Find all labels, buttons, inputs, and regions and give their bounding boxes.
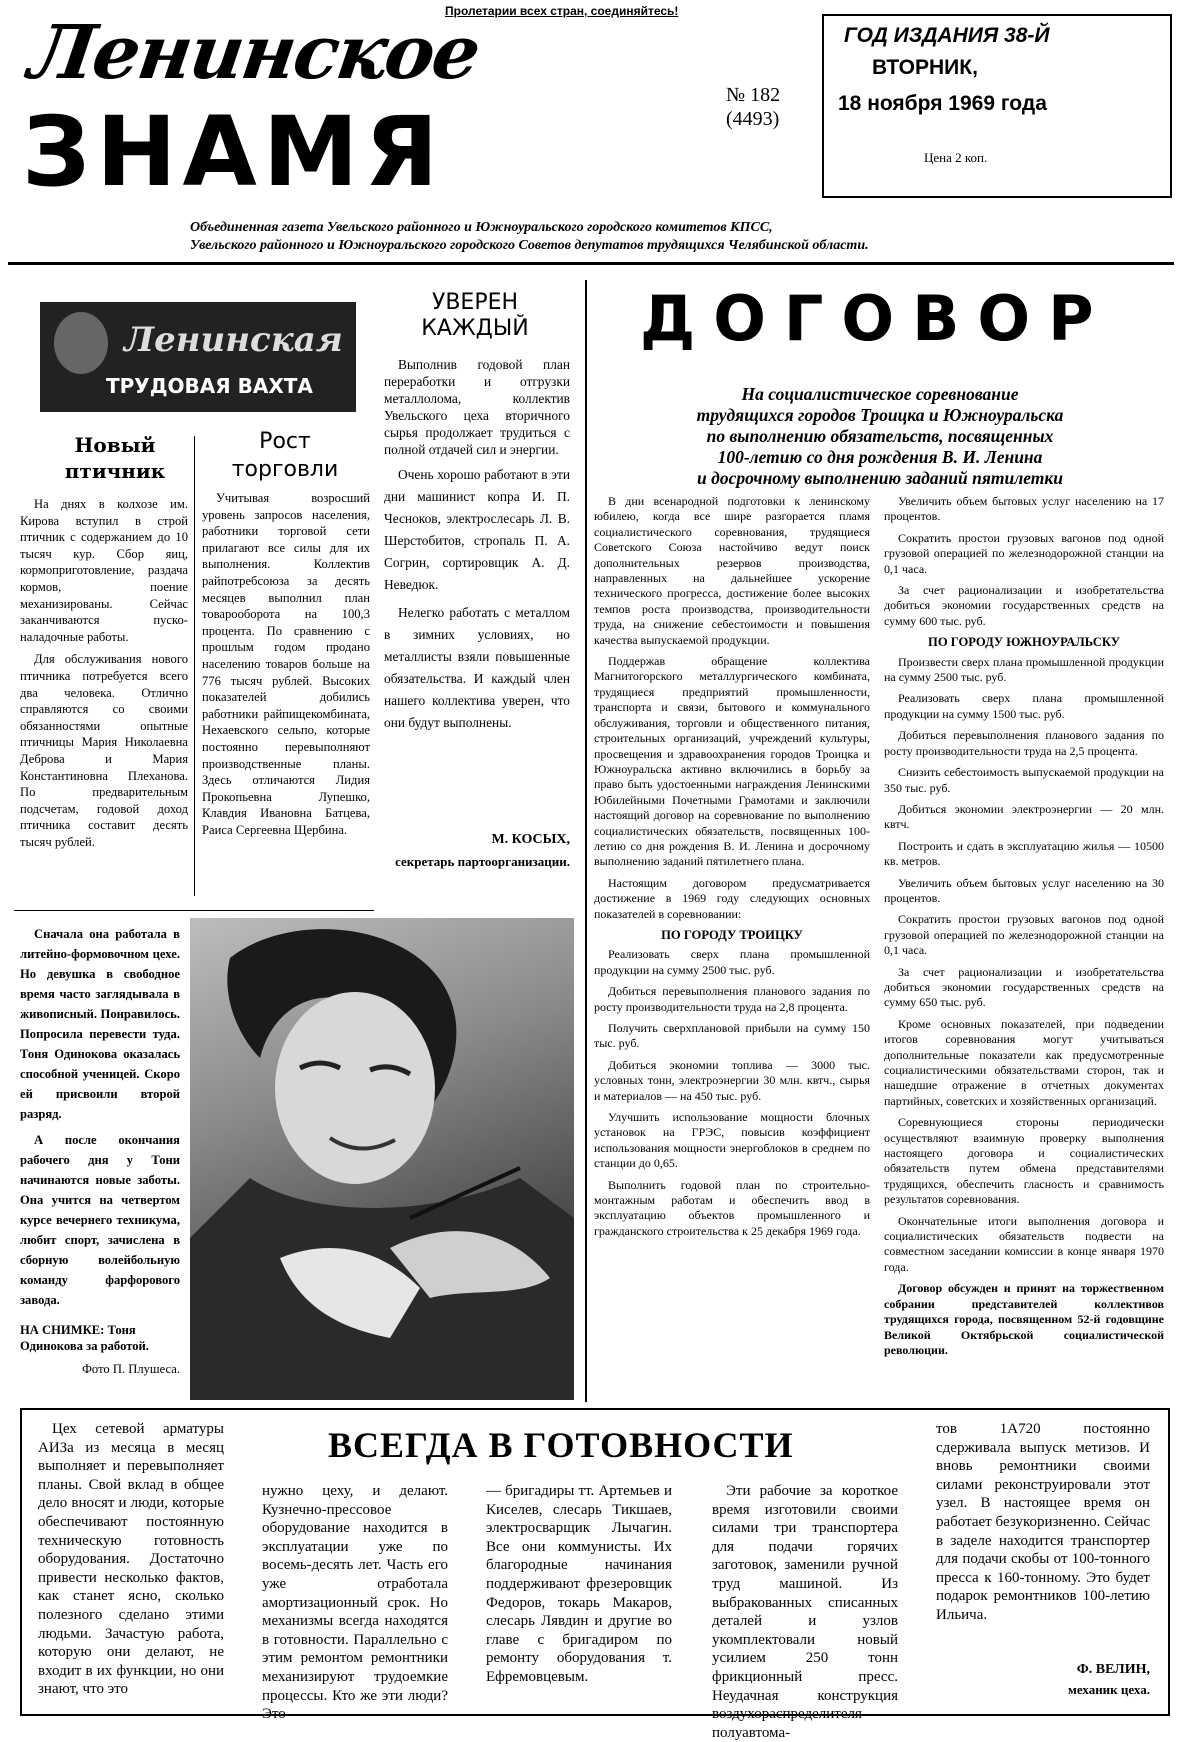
newspaper-title-line2: ЗНАМЯ — [22, 96, 445, 208]
torgovlya-title-line2: торговли — [231, 457, 339, 482]
vsegda-column-4: Эти рабочие за короткое время изготовили своими силами три транспортера для подачи горячих заготовок, заменили ручной труд машиной. Из выбракованных списанных деталей и узлов укомплектовали новый усилием 250 тонн фрикционный пресс. Неудачная конструкция воздухораспределителя полуавтома- — [712, 1483, 898, 1741]
uveren-title-line1: УВЕРЕН — [431, 290, 519, 315]
dogovor-column-2 — [884, 494, 1164, 1400]
dogovor-item: Реализовать сверх плана промышленной продукции на сумму 1500 тыс. руб. — [884, 691, 1164, 721]
photo-woman-illustration — [190, 918, 574, 1400]
dogovor-item: Сократить простои грузовых вагонов под одной грузовой операцией по железнодорожной станции на 0,1 часа. — [884, 912, 1164, 958]
masthead-rule — [8, 262, 1174, 265]
dogovor-item: За счет рационализации и изобретательства добиться экономии государственных средств на сумму 600 тыс. руб. — [884, 583, 1164, 628]
photo-woman-at-work — [190, 918, 574, 1400]
photo-story-text — [20, 924, 180, 1320]
dogovor-item: Реализовать сверх плана промышленной продукции на сумму 2500 тыс. руб. — [594, 947, 870, 977]
uveren-signature: М. КОСЫХ, — [491, 832, 570, 847]
price: Цена 2 коп. — [924, 150, 988, 165]
rubric-line1: Ленинская — [124, 320, 343, 360]
slogan: Пролетарии всех стран, соединяйтесь! — [445, 4, 679, 18]
dogovor-item: Построить и сдать в эксплуатацию жилья — 10500 кв. метров. — [884, 838, 1164, 869]
dogovor-item: За счет рационализации и изобретательства добиться экономии государственных средств на сумму 650 тыс. руб. — [884, 964, 1164, 1010]
vsegda-column-3: — бригадиры тт. Артемьев и Киселев, слесарь Тикшаев, электросварщик Лычагин. Все они коммунисты. Их благородные начинания поддерживают фрезеровщик Федоров, токарь Макаров, слесарь Лявдин и другие во главе с бригадиром по ремонту оборудования т. Ефремовцевым. — [486, 1483, 672, 1685]
torgovlya-body — [202, 490, 370, 900]
vsegda-column-2: нужно цеху, и делают. Кузнечно-прессовое оборудование находится в эксплуатации уже по восемь-десять лет. Часть его уже отработала амортизационный срок. Но механизмы всегда находятся в готовности. Параллельно с этим ремонтом ремонтники механизируют трудоемкие процессы. Кто же эти люди? Это — [262, 1483, 448, 1723]
uveren-body — [384, 356, 570, 826]
issue-number: № 182 — [726, 84, 781, 106]
dogovor-item: Выполнить годовой план по строительно-монтажным работам и обеспечить ввод в эксплуатацию объектов промышленного и гражданского строительства к 25 декабря 1969 года. — [594, 1177, 870, 1238]
photo-caption: НА СНИМКЕ: Тоня Одинокова за работой. — [20, 1323, 149, 1353]
dogovor-subtitle-line: и досрочному выполнению заданий пятилетки — [697, 468, 1063, 488]
issue-date: 18 ноября 1969 года — [838, 92, 1047, 115]
dogovor-item: Добиться перевыполнения планового задания по росту производительности труда на 2,8 процента. — [594, 984, 870, 1014]
dogovor-subtitle — [600, 384, 1160, 489]
dogovor-item: Добиться экономии топлива — 3000 тыс. условных тонн, электроэнергии 30 млн. квтч., сырья и материалов — на 450 тыс. руб. — [594, 1057, 870, 1103]
dogovor-subtitle-line: трудящихся городов Троицка и Южноуральска — [696, 405, 1064, 425]
uveren-title-line2: КАЖДЫЙ — [421, 316, 529, 341]
dogovor-paragraph: Поддержав обращение коллектива Магнитогорского металлургического комбината, трудящиеся предприятий промышленности, транспорта и связи, бытового и коммунального обслуживания, торговли и общественного питания, строительных организаций, учреждений культуры, просвещения и здравоохранения городов Троицка и Южноуральска активно включились в борьбу за право быть удостоенными награждения Ленинскими Юбилейными Почетными Грамотами и заключили настоящий договор на соревнование по выполнению социалистических обязательств, посвященных 100-летию со дня рождения В. И. Ленина и досрочному выполнению заданий пятилетнего плана. — [594, 654, 870, 869]
vsegda-signature: Ф. ВЕЛИН, — [1076, 1662, 1150, 1677]
column-divider — [194, 436, 195, 896]
dogovor-heading-troitsk: ПО ГОРОДУ ТРОИЦКУ — [661, 927, 803, 942]
dogovor-item: Увеличить объем бытовых услуг населению на 30 процентов. — [884, 875, 1164, 905]
issue-info-box — [822, 14, 1172, 198]
dogovor-item: Снизить себестоимость выпускаемой продукции на 350 тыс. руб. — [884, 765, 1164, 795]
section-rule — [14, 910, 374, 911]
torgovlya-paragraph: Учитывая возросший уровень запросов населения, работники торговой сети прилагают все силы для их выполнения. Коллектив райпотребсоюза за десять месяцев выполнил план товарооборота на 100,3 процента. По сравнению с прошлым годом продано населению товаров больше на 776 тысяч рублей. Высоких показателей добились работники райпищекомбината, Нехаевского сельпо, которые постоянно перевыполняют производственные планы. Здесь отличаются Лидия Прокопьевна Лупешко, Клавдия Ивановна Батцева, Раиса Сергеевна Щербина. — [202, 491, 370, 837]
dogovor-subtitle-line: по выполнению обязательств, посвященных — [706, 426, 1054, 446]
dogovor-item: Произвести сверх плана промышленной продукции на сумму 2500 тыс. руб. — [884, 654, 1164, 685]
issue-total: (4493) — [726, 108, 780, 130]
vsegda-title: ВСЕГДА В ГОТОВНОСТИ — [328, 1425, 794, 1465]
weekday: ВТОРНИК, — [872, 56, 978, 79]
rubric-line2: ТРУДОВАЯ ВАХТА — [106, 374, 313, 398]
dogovor-item: Добиться перевыполнения планового задания по росту производительности труда на 2,5 процента. — [884, 728, 1164, 758]
publisher-line-1: Объединенная газета Увельского районного и Южноуральского городского комитетов КПСС, — [190, 220, 773, 235]
dogovor-subtitle-line: 100-летию со дня рождения В. И. Ленина — [717, 447, 1043, 467]
photo-credit: Фото П. Плушеса. — [81, 1362, 180, 1376]
newspaper-title-line1: Ленинское — [23, 10, 484, 96]
dogovor-item: Увеличить объем бытовых услуг населению на 17 процентов. — [884, 494, 1164, 524]
dogovor-paragraph: В дни всенародной подготовки к ленинскому юбилею, когда все шире разгорается пламя социалистического соревнования, трудящиеся Советского Союза настойчиво ведут поиск дополнительных резервов производства, направленных на дальнейшее ускорение технического прогресса, достижение более высоких темпов роста производства, производительности труда, на снижение себестоимости и повышения качества выпускаемой продукции. — [594, 494, 870, 647]
rubric-trudovaya-vakhta — [40, 302, 356, 412]
dogovor-item: Добиться экономии электроэнергии — 20 млн. квтч. — [884, 801, 1164, 832]
publisher-line-2: Увельского районного и Южноуральского городского Советов депутатов трудящихся Челябинской области. — [190, 238, 869, 253]
dogovor-heading-yuzhnouralsk: ПО ГОРОДУ ЮЖНОУРАЛЬСКУ — [928, 635, 1120, 650]
dogovor-item: Получить сверхплановой прибыли на сумму 150 тыс. руб. — [594, 1021, 870, 1051]
dogovor-column-1 — [594, 494, 870, 1400]
year-of-publication: ГОД ИЗДАНИЯ 38-Й — [844, 24, 1050, 47]
torgovlya-title — [200, 428, 370, 484]
dogovor-item: Соревнующиеся стороны периодически осуществляют взаимную проверку выполнения настоящего договора и социалистических обязательств путем обмена представителями трудящихся, обеспечить гласность и сравнимость результатов соревнования. — [884, 1115, 1164, 1207]
uveren-paragraph: Нелегко работать с металлом в зимних условиях, но металлисты взяли повышенные обязательства. И каждый член нашего коллектива уверен, что они будут выполнены. — [384, 605, 570, 730]
ptichnik-title — [40, 432, 190, 484]
uveren-title — [385, 290, 565, 342]
lenin-profile-icon — [54, 312, 108, 374]
dogovor-closing: Договор обсужден и принят на торжественном собрании представителей коллективов трудящихся города, посвященном 52-й годовщине Великой Октябрьской социалистической революции. — [884, 1281, 1164, 1357]
dogovor-paragraph: Настоящим договором предусматривается достижение в 1969 году следующих основных показателей в соревновании: — [594, 875, 870, 921]
uveren-signature-role: секретарь партоорганизации. — [395, 854, 570, 869]
vsegda-article-box — [20, 1408, 1170, 1741]
dogovor-title: ДОГОВОР — [640, 282, 1112, 355]
uveren-paragraph: Очень хорошо работают в эти дни машинист копра И. П. Чесноков, электрослесарь Л. В. Шерстобитов, стропаль П. А. Согрин, сортировщик А. Д. Неведюк. — [384, 467, 570, 592]
ptichnik-body — [20, 496, 188, 900]
dogovor-subtitle-line: На социалистическое соревнование — [741, 384, 1019, 404]
uveren-paragraph: Выполнив годовой план переработки и отгрузки металлолома, коллектив Увельского цеха вторичного сырья продолжает трудиться с полной отдачей сил и энергии. — [384, 357, 570, 457]
dogovor-item: Кроме основных показателей, при подведении итогов соревнования могут учитываться дополнительные показатели как предусмотренные социалистическими обязательствами сторон, так и нашедшие отражение в отчетных документах партийных, советских и хозяйственных организаций. — [884, 1016, 1164, 1108]
dogovor-item: Улучшить использование мощности блочных установок на ГРЭС, повысив коэффициент использования мощности энергоблоков в среднем по станции до 0,65. — [594, 1110, 870, 1171]
dogovor-item: Окончательные итоги выполнения договора и социалистических обязательств подвести на совместном заседании комиссии в конце января 1970 года. — [884, 1213, 1164, 1274]
photo-story-paragraph: Сначала она работала в литейно-формовочном цехе. Но девушка в свободное время часто заглядывала в живописный. Понравилось. Попросила перевести туда. Тоня Одинокова оказалась способной ученицей. Скоро ей присвоили второй разряд. — [20, 927, 180, 1121]
vsegda-column-1: Цех сетевой арматуры АИЗа из месяца в месяц выполняет и перевыполняет планы. Свой вклад в общее дело вносят и люди, которые обеспечивают постоянную техническую готовность оборудования. Достаточно привести несколько фактов, как станет ясно, сколько полезного сделано этими людьми. Зачастую работа, которую они делают, не входит в их функции, но они знают, что это — [38, 1421, 224, 1698]
photo-story-paragraph: А после окончания рабочего дня у Тони начинаются новые заботы. Она учится на четвертом курсе вечернего техникума, любит спорт, зачислена в сборную волейбольную команду фарфорового завода. — [20, 1133, 180, 1307]
vsegda-signature-role: механик цеха. — [1068, 1682, 1150, 1697]
vsegda-column-5: тов 1А720 постоянно сдерживала выпуск метизов. И вновь ремонтники своими силами реконструировали этот узел. В настоящее время он работает безукоризненно. Сейчас в заделе находится транспортер для подачи скобы от 100-тонного пресса к 160-тонному. Это будет подарок ремонтников 100-летию Ильича. — [936, 1421, 1150, 1623]
ptichnik-title-line2: птичник — [64, 459, 166, 483]
dogovor-item: Сократить простои грузовых вагонов под одной грузовой операцией по железнодорожной станции на 0,1 часа. — [884, 530, 1164, 576]
ptichnik-title-line1: Новый — [74, 433, 156, 457]
column-divider — [585, 280, 587, 1402]
ptichnik-paragraph: Для обслуживания нового птичника потребуется всего два человека. Отлично справляются со своими обязанностями опытные птичницы Мария Николаевна Деброва и Мария Константиновна Плеханова. По предварительным подсчетам, годовой доход птичника составит десять тысяч рублей. — [20, 652, 188, 849]
ptichnik-paragraph: На днях в колхозе им. Кирова вступил в строй птичник с содержанием до 10 тысяч кур. Сбор яиц, кормоприготовление, раздача кормов, поение механизированы. Сейчас заканчиваются пуско-наладочные работы. — [20, 497, 188, 644]
torgovlya-title-line1: Рост — [259, 429, 311, 454]
